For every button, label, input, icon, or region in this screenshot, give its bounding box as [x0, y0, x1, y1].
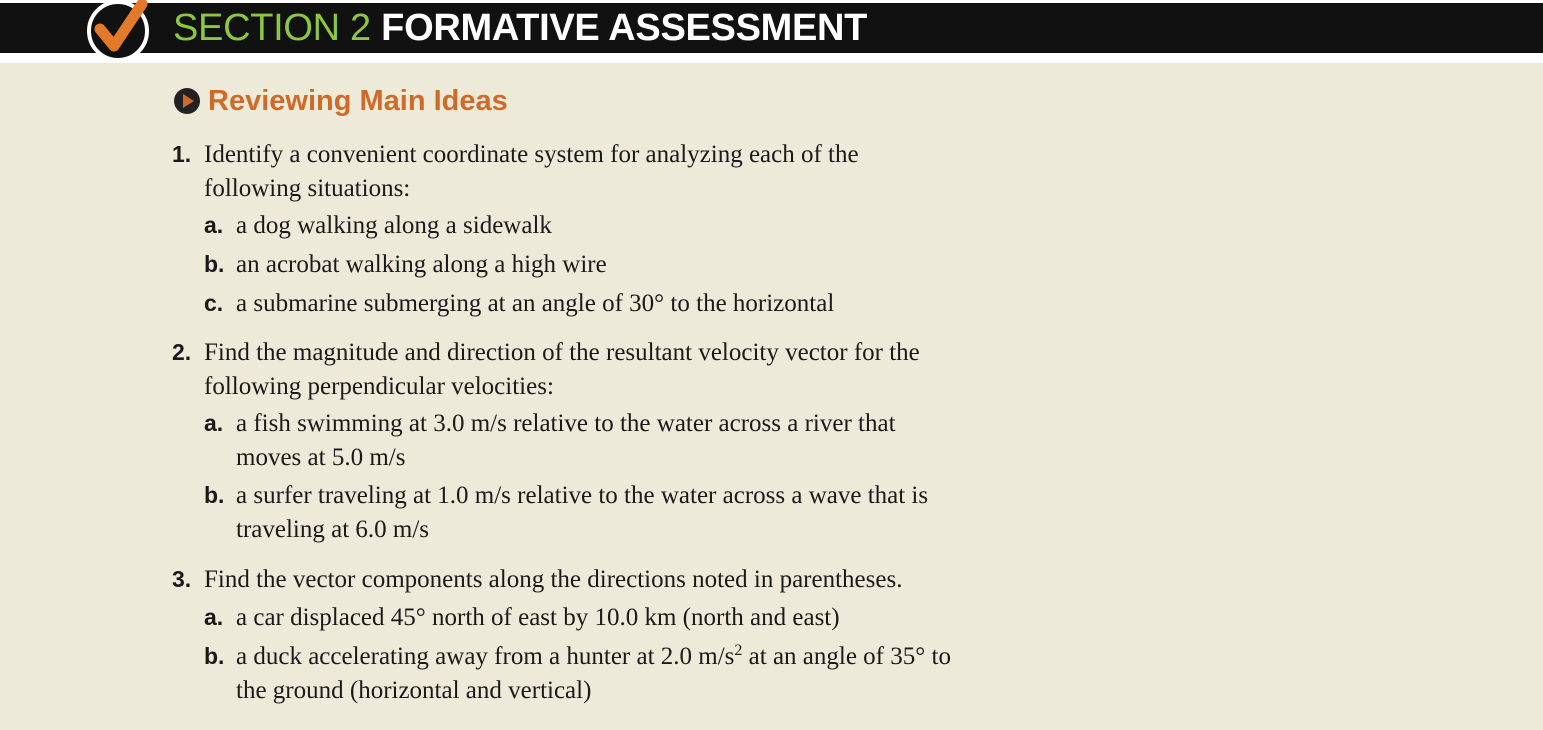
subheading-title: Reviewing Main Ideas — [208, 85, 508, 117]
part-text: a fish swimming at 3.0 m/s relative to the water across a river that — [236, 410, 896, 437]
part-letter: b. — [204, 482, 225, 508]
part-text: a car displaced 45° north of east by 10.0 km (north and east) — [236, 604, 840, 631]
part-text: traveling at 6.0 m/s — [236, 516, 430, 543]
section-header — [173, 6, 867, 50]
part-letter: a. — [204, 212, 224, 238]
part-letter: b. — [204, 251, 225, 277]
part-text: a surfer traveling at 1.0 m/s relative to the water across a wave that is — [236, 482, 929, 509]
question-3 — [172, 562, 902, 597]
part-text: at an angle of 35° to — [742, 643, 951, 670]
section-label: SECTION 2 — [173, 7, 371, 49]
part-text: the ground (horizontal and vertical) — [236, 677, 592, 704]
question-part — [204, 478, 928, 547]
question-part — [204, 406, 896, 475]
question-2 — [172, 335, 920, 404]
question-part — [204, 600, 840, 635]
part-text: a submarine submerging at an angle of 30° to the horizontal — [236, 290, 835, 317]
question-part — [204, 247, 607, 282]
part-letter: c. — [204, 290, 224, 316]
part-text: moves at 5.0 m/s — [236, 444, 406, 471]
question-text: Find the magnitude and direction of the resultant velocity vector for the — [204, 339, 920, 366]
part-letter: a. — [204, 410, 224, 436]
question-text: following perpendicular velocities: — [204, 373, 554, 400]
part-text: a duck accelerating away from a hunter at 2.0 m/s — [236, 643, 735, 670]
part-text: an acrobat walking along a high wire — [236, 251, 607, 278]
question-part — [204, 286, 834, 321]
question-number: 3. — [172, 566, 192, 592]
question-part — [204, 639, 951, 708]
question-1 — [172, 137, 859, 206]
question-text: following situations: — [204, 175, 411, 202]
question-part — [204, 208, 552, 243]
question-text: Identify a convenient coordinate system for analyzing each of the — [204, 141, 859, 168]
superscript: 2 — [734, 642, 743, 659]
part-text: a dog walking along a sidewalk — [236, 212, 552, 239]
subheading — [172, 84, 508, 118]
question-number: 2. — [172, 339, 192, 365]
part-letter: a. — [204, 604, 224, 630]
checkmark-badge-icon — [84, 0, 154, 62]
play-bullet-icon — [172, 86, 202, 116]
question-text: Find the vector components along the directions noted in parentheses. — [204, 566, 903, 593]
part-letter: b. — [204, 643, 225, 669]
section-title: FORMATIVE ASSESSMENT — [381, 7, 868, 49]
question-number: 1. — [172, 141, 192, 167]
